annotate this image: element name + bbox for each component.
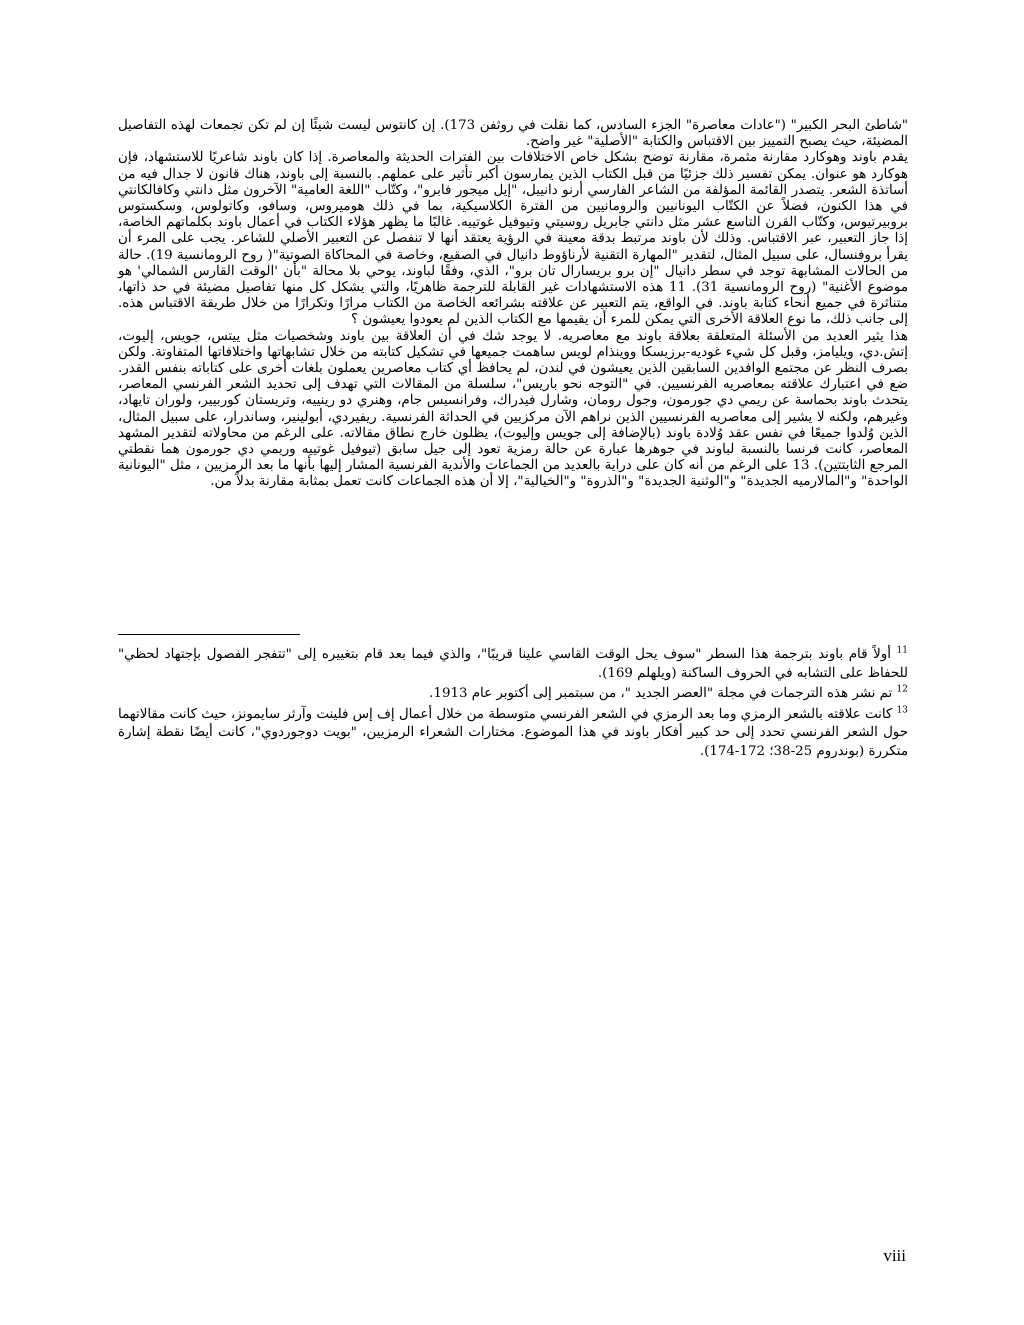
paragraph: هذا يثير العديد من الأسئلة المتعلقة بعلاقة باوند مع معاصريه. لا يوجد شك في أن العلاقة بين باوند وشخصيات مثل ييتس، جويس، إليوت، إتش.دي، ويليامز، وقبل كل شيء غوديه-برزيسكا ووينذام لويس ساهمت جميعها في تشكيل كتابته من خلال تشابهاتها واختلافاتها المتفاوتة. ولكن بصرف النظر عن مجتمع الوافدين السابقين الذين يعيشون في لندن، لم يحافظ أي كتاب معاصرين يعملون بلغات أخرى على كتاباته بنفس القدر. ضع في اعتبارك علاقته بمعاصريه الفرنسيين. في "التوجه نحو باريس"، سلسلة من المقالات التي تهدف إلى تحديد الشعر الفرنسي المعاصر، يتحدث باوند بحماسة عن ريمي دي جورمون، وجول رومان، وشارل فيدراك، وفرانسيس جام، وهنري دو رينييه، وتريستان كوربيير، ولوران تايهاد، وغيرهم، ولكنه لا يشير إلى معاصريه الفرنسيين الذين نراهم الآن مركزيين في الحداثة الفرنسية. ريفيردي، أبولينير، وساندرار، على سبيل المثال، الذين وُلدوا جميعًا في نفس عقد وُلادة باوند (بالإضافة إلى جويس وإليوت)، يظلون خارج نطاق مقالاته. على الرغم من محاولاته لتقدير المشهد المعاصر، كانت فرنسا بالنسبة لباوند في جوهرها عبارة عن حالة رمزية تعود إلى جيل سابق (تيوفيل غوتييه وريمي دي جورمون هما نقطتي المرجع الثابتتين). 13 على الرغم من أنه كان على دراية بالعديد من الجماعات والأندية الفرنسية المشار إليها بأنها ما بعد الرمزيين ، مثل "اليونانية الواحدة" و"المالارميه الجديدة" و"الوثنية الجديدة" و"الذروة" و"الخيالية"، إلا أن هذه الجماعات كانت تعمل بمثابة مقارنة بدلاً من. — [118, 328, 908, 490]
body-text — [118, 118, 908, 491]
footnote-number: 12 — [896, 684, 908, 695]
footnotes — [118, 646, 908, 763]
footnote-number: 11 — [896, 645, 908, 656]
footnote — [118, 646, 908, 683]
footnote-text: تم نشر هذه الترجمات في مجلة "العصر الجديد "، من سبتمبر إلى أكتوبر عام 1913. — [429, 686, 893, 701]
page-number: viii — [883, 1246, 906, 1265]
footnote-text: أولاً قام باوند بترجمة هذا السطر "سوف يحل الوقت القاسي علينا قريبًا"، والذي فيما بعد قام بتغييره إلى "تتفجر الفصول بإجتهاد لحظي" للحفاظ على التشابه في الحروف الساكنة (ويلهلم 169). — [118, 647, 908, 681]
footnote-number: 13 — [896, 705, 908, 716]
paragraph: "شاطئ البحر الكبير" ("عادات معاصرة" الجزء السادس، كما نقلت في روثفن 173). إن كانتوس ليست شيئًا إن لم تكن تجمعات لهذه التفاصيل المضيئة، حيث يصبح التمييز بين الاقتباس والكتابة "الأصلية" غير واضح. — [118, 118, 908, 150]
footnote-separator — [118, 634, 300, 635]
footnote — [118, 685, 908, 704]
footnote — [118, 706, 908, 762]
footnote-text: كانت علاقته بالشعر الرمزي وما بعد الرمزي في الشعر الفرنسي متوسطة من خلال أعمال إف إس فلينت وآرثر سايمونز، حيث كانت مقالاتهما حول الشعر الفرنسي تحدد إلى حد كبير أفكار باوند في هذا الموضوع. مختارات الشعراء الرمزيين، "بويت دوجوردوي"، كانت أيضًا نقطة إشارة متكررة (بوندروم 25-38؛ 172-174). — [117, 706, 908, 759]
paragraph: يقدم باوند وهوكارد مقارنة مثمرة، مقارنة توضح بشكل خاص الاختلافات بين الفترات الحديثة والمعاصرة. إذا كان باوند شاعريًا للاستشهاد، فإن هوكارد هو عنوان. يمكن تفسير ذلك جزئيًا من قبل الكتاب الذين يمارسون أكبر تأثير على عملهم. بالنسبة إلى باوند، هناك قانون لا جدال فيه من أساتذة الشعر. يتصدر القائمة المؤلفة من الشاعر الفارسي أرنو دانييل، "إيل ميجور فابرو"، وكتّاب "اللغة العامية" الآخرون مثل دانتي وكافالكانتي في هذا الكنون، فضلاً عن الكتّاب اليونانيين والرومانيين من الفترة الكلاسيكية، بما في ذلك هوميروس، وسافو، وكاتولوس، وسكستوس بروبيرتيوس، وكتّاب القرن التاسع عشر مثل دانتي جابريل روسيتي وتيوفيل غوتييه. غالبًا ما يظهر هؤلاء الكتاب في أعمال باوند بكلماتهم الخاصة، إذا جاز التعبير، عبر الاقتباس. وذلك لأن باوند مرتبط بدقة معينة في الرؤية يعتقد أنها لا تنفصل عن التعبير الأصلي للشاعر. يجب على المرء أن يقرأ بروفنسال، على سبيل المثال، لتقدير "المهارة التقنية لأرناؤوط دانيال في الصقيع، وخاصة في المحاكاة الصوتية"( روح الرومانسية 19). حالة من الحالات المشابهة توجد في سطر دانيال "إن برو بريسارال تان برو"، الذي، وفقًا لباوند، يوحي بلا محالة "بأن 'الوقت القارس الشمالي' هو موضوع الأغنية" (روح الرومانسية 31). 11 هذه الاستشهادات غير القابلة للترجمة ظاهريًا، والتي يشكل كل منها تفاصيل مضيئة في حد ذاتها، متناثرة في جميع أنحاء كتابة باوند. في الواقع، يتم التعبير عن علاقته بشرائعه الخاصة من الكتاب مرارًا وتكرارًا من خلال طريقة الاقتباس هذه. إلى جانب ذلك، ما نوع العلاقة الأخرى التي يمكن للمرء أن يقيمها مع الكتاب الذين لم يعودوا يعيشون ؟ — [118, 150, 908, 328]
